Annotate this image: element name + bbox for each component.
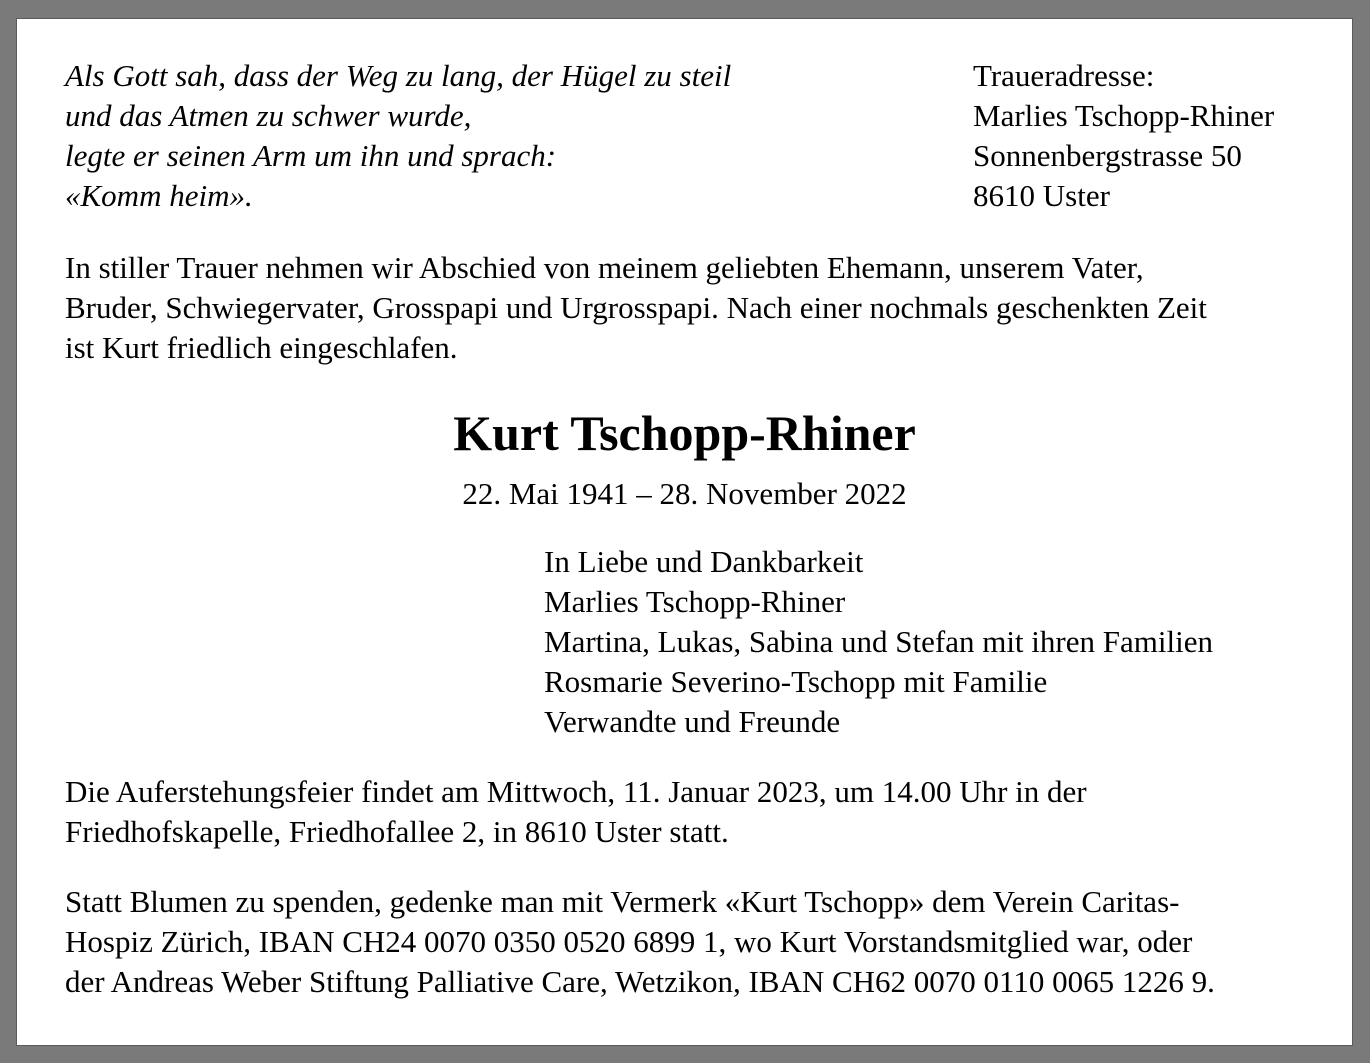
ceremony-paragraph [65, 772, 1087, 852]
address-street: Sonnenbergstrasse 50 [973, 138, 1242, 173]
address-name: Marlies Tschopp-Rhiner [973, 98, 1275, 133]
donation-line: Statt Blumen zu spenden, gedenke man mit Vermerk «Kurt Tschopp» dem Verein Caritas- [65, 884, 1180, 919]
poem-line: Als Gott sah, dass der Weg zu lang, der Hügel zu steil [65, 58, 732, 93]
poem [65, 56, 731, 216]
poem-line: «Komm heim». [65, 178, 253, 213]
ceremony-line: Die Auferstehungsfeier findet am Mittwoch, 11. Januar 2023, um 14.00 Uhr in der [65, 774, 1087, 809]
address-heading: Traueradresse: [973, 58, 1155, 93]
signer-line: Rosmarie Severino-Tschopp mit Familie [544, 664, 1048, 699]
deceased-name: Kurt Tschopp-Rhiner [453, 405, 916, 461]
life-dates: 22. Mai 1941 – 28. November 2022 [462, 476, 907, 511]
intro-line: Bruder, Schwiegervater, Grosspapi und Urgrosspapi. Nach einer nochmals geschenkten Zeit [65, 290, 1207, 325]
signer-line: Verwandte und Freunde [544, 704, 841, 739]
donation-line: der Andreas Weber Stiftung Palliative Care, Wetzikon, IBAN CH62 0070 0110 0065 1226 9. [65, 964, 1215, 999]
donation-line: Hospiz Zürich, IBAN CH24 0070 0350 0520 6899 1, wo Kurt Vorstandsmitglied war, oder [65, 924, 1193, 959]
intro-paragraph [65, 248, 1325, 368]
donation-paragraph [65, 882, 1215, 1002]
address-city: 8610 Uster [973, 178, 1110, 213]
signer-line: Martina, Lukas, Sabina und Stefan mit ihren Familien [544, 624, 1213, 659]
obituary-page [16, 18, 1353, 1046]
intro-line: In stiller Trauer nehmen wir Abschied von meinem geliebten Ehemann, unserem Vater, [65, 250, 1144, 285]
signers-block [544, 542, 1213, 742]
poem-line: und das Atmen zu schwer wurde, [65, 98, 472, 133]
ceremony-line: Friedhofskapelle, Friedhofallee 2, in 8610 Uster statt. [65, 814, 729, 849]
signer-line: Marlies Tschopp-Rhiner [544, 584, 846, 619]
mourning-address [973, 56, 1274, 216]
signer-line: In Liebe und Dankbarkeit [544, 544, 864, 579]
poem-line: legte er seinen Arm um ihn und sprach: [65, 138, 557, 173]
intro-line: ist Kurt friedlich eingeschlafen. [65, 330, 458, 365]
